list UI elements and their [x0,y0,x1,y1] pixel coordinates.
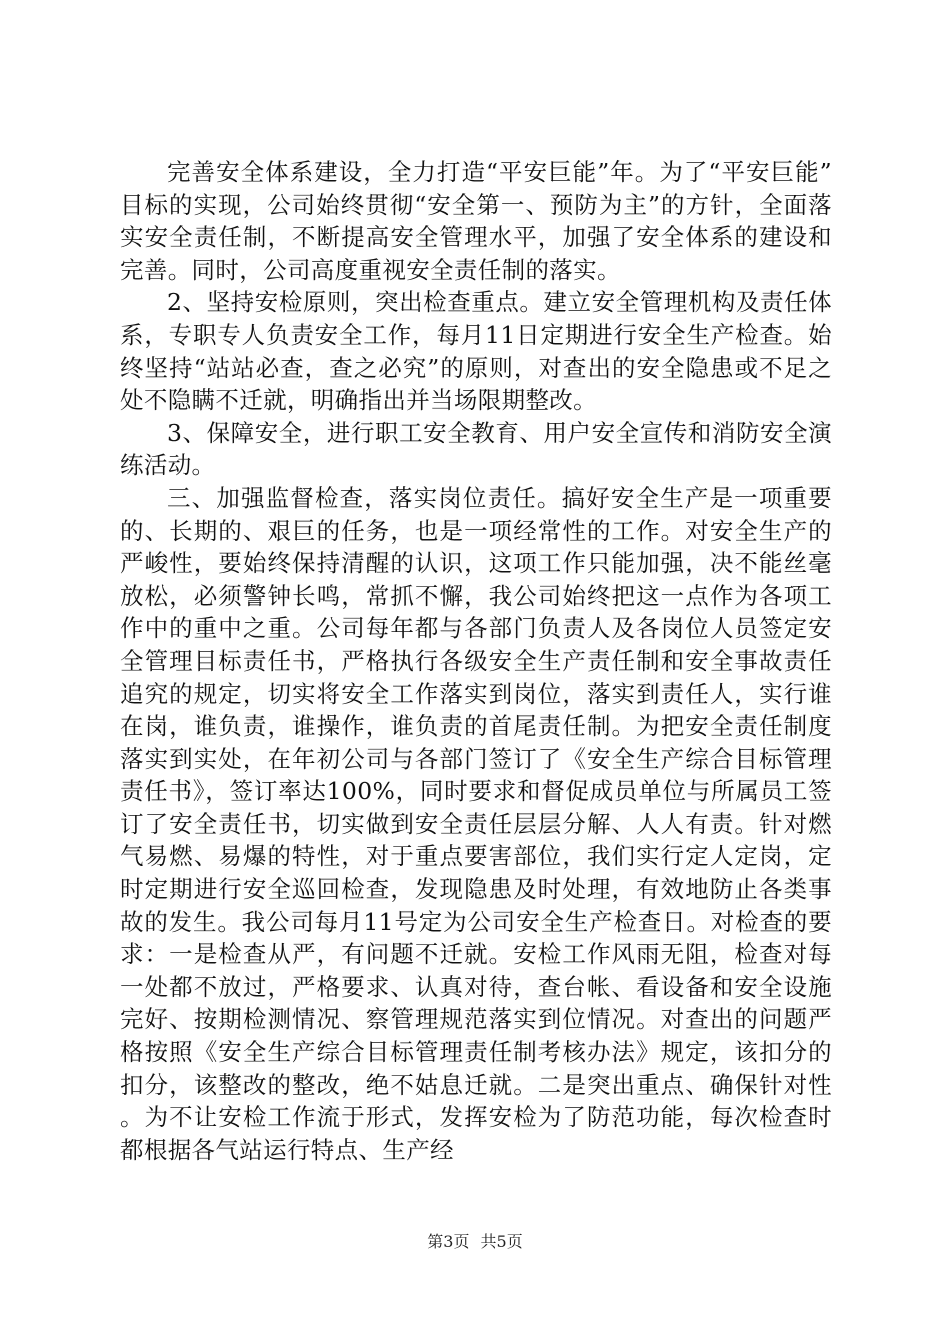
paragraph-safety-system: 完善安全体系建设，全力打造“平安巨能”年。为了“平安巨能”目标的实现，公司始终贯彻“安全第一、预防为主”的方针，全面落实安全责任制，不断提高安全管理水平，加强了安全体系的建设和完善。同时，公司高度重视安全责任制的落实。 [120,158,832,284]
page-total: 共5页 [480,1232,523,1251]
document-body [120,156,832,1166]
paragraph-safety-education: 3、保障安全，进行职工安全教育、用户安全宣传和消防安全演练活动。 [120,418,832,480]
page-number: 第3页 [427,1232,470,1251]
paragraph-supervision: 三、加强监督检查，落实岗位责任。搞好安全生产是一项重要的、长期的、艰巨的任务，也是一项经常性的工作。对安全生产的严峻性，要始终保持清醒的认识，这项工作只能加强，决不能丝毫放松，必须警钟长鸣，常抓不懈，我公司始终把这一点作为各项工作中的重中之重。公司每年都与各部门负责人及各岗位人员签定安全管理目标责任书，严格执行各级安全生产责任制和安全事故责任追究的规定，切实将安全工作落实到岗位，落实到责任人，实行谁在岗，谁负责，谁操作，谁负责的首尾责任制。为把安全责任制度落实到实处，在年初公司与各部门签订了《安全生产综合目标管理责任书》，签订率达100%，同时要求和督促成员单位与所属员工签订了安全责任书，切实做到安全责任层层分解、人人有责。针对燃气易燃、易爆的特性，对于重点要害部位，我们实行定人定岗，定时定期进行安全巡回检查，发现隐患及时处理，有效地防止各类事故的发生。我公司每月11号定为公司安全生产检查日。对检查的要求：一是检查从严，有问题不迁就。安检工作风雨无阻，检查对每一处都不放过，严格要求、认真对待，查台帐、看设备和安全设施完好、按期检测情况、察管理规范落实到位情况。对查出的问题严格按照《安全生产综合目标管理责任制考核办法》规定，该扣分的扣分，该整改的整改，绝不姑息迁就。二是突出重点、确保针对性。为不让安检工作流于形式，发挥安检为了防范功能，每次检查时都根据各气站运行特点、生产经 [120,483,832,1164]
paragraph-inspection-principle: 2、坚持安检原则，突出检查重点。建立安全管理机构及责任体系，专职专人负责安全工作，每月11日定期进行安全生产检查。始终坚持“站站必查，查之必究”的原则，对查出的安全隐患或不足之处不隐瞒不迁就，明确指出并当场限期整改。 [120,288,832,415]
page-footer [0,1232,950,1252]
